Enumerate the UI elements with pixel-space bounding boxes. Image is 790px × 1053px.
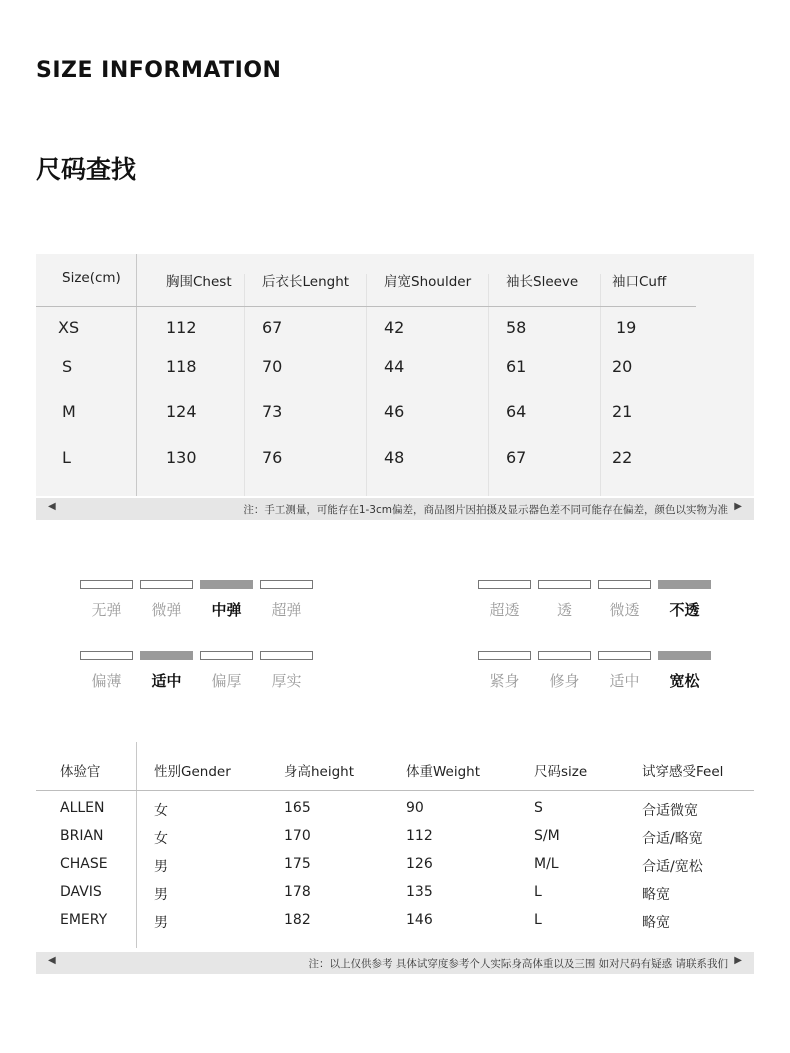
table-cell: 略宽 xyxy=(642,887,670,903)
transparency-label: 不透 xyxy=(669,601,700,619)
table-cell: 20 xyxy=(612,357,633,376)
column-header: 胸围Chest xyxy=(166,274,232,290)
fit-bar xyxy=(598,651,651,660)
column-header: 体验官 xyxy=(60,764,101,780)
table-cell: L xyxy=(534,912,542,928)
table-cell: XS xyxy=(58,318,80,337)
table-cell: L xyxy=(62,448,71,467)
table-cell: 男 xyxy=(154,887,168,903)
table-cell: 170 xyxy=(284,828,311,844)
table-cell: 合适微宽 xyxy=(642,803,698,819)
size-table xyxy=(36,254,754,496)
thickness-bar xyxy=(140,651,193,660)
thickness-bar xyxy=(80,651,133,660)
table-cell: 165 xyxy=(284,800,311,816)
transparency-bar xyxy=(538,580,591,589)
table-cell: 73 xyxy=(262,402,283,421)
table-cell: 22 xyxy=(612,448,633,467)
size-table-scrollbar[interactable] xyxy=(36,498,754,520)
elasticity-bar xyxy=(200,580,253,589)
transparency-label: 微透 xyxy=(609,601,640,619)
table-cell: 175 xyxy=(284,856,311,872)
elasticity-label: 无弹 xyxy=(91,601,122,619)
table-cell: 58 xyxy=(506,318,527,337)
thickness-label: 偏厚 xyxy=(211,672,242,690)
table-cell: 146 xyxy=(406,912,433,928)
table-cell: 男 xyxy=(154,859,168,875)
fit-bar xyxy=(478,651,531,660)
table-cell: 女 xyxy=(154,803,168,819)
table-cell: 67 xyxy=(506,448,527,467)
scroll-right-icon[interactable]: ▶ xyxy=(734,501,742,512)
table-cell: 126 xyxy=(406,856,433,872)
scroll-right-icon[interactable]: ▶ xyxy=(734,955,742,966)
table-cell: 合适/宽松 xyxy=(642,859,703,875)
fit-label: 修身 xyxy=(549,672,580,690)
transparency-bar xyxy=(478,580,531,589)
thickness-label: 偏薄 xyxy=(91,672,122,690)
table-cell: 19 xyxy=(616,318,637,337)
elasticity-label: 微弹 xyxy=(151,601,182,619)
transparency-label: 超透 xyxy=(489,601,520,619)
column-header: 身高height xyxy=(284,764,355,780)
table-cell: 90 xyxy=(406,800,424,816)
elasticity-bar xyxy=(140,580,193,589)
table-cell: 21 xyxy=(612,402,633,421)
table-cell: 女 xyxy=(154,831,168,847)
scroll-left-icon[interactable]: ◀ xyxy=(48,501,56,512)
elasticity-label: 超弹 xyxy=(271,601,302,619)
transparency-bar xyxy=(658,580,711,589)
fit-label: 紧身 xyxy=(489,672,520,690)
elasticity-label: 中弹 xyxy=(211,601,242,619)
page-title-cn: 尺码查找 xyxy=(36,155,137,184)
column-header: Size(cm) xyxy=(62,270,121,286)
thickness-label: 适中 xyxy=(151,672,182,690)
column-header: 体重Weight xyxy=(406,764,481,780)
thickness-label: 厚实 xyxy=(271,672,302,690)
table-cell: L xyxy=(534,884,542,900)
column-header: 后衣长Lenght xyxy=(262,274,350,290)
table-cell: 112 xyxy=(166,318,197,337)
elasticity-bar xyxy=(80,580,133,589)
table-cell: S/M xyxy=(534,828,560,844)
table-cell: 61 xyxy=(506,357,527,376)
column-header: 性别Gender xyxy=(154,764,231,780)
table-cell: 48 xyxy=(384,448,405,467)
table-cell: 46 xyxy=(384,402,405,421)
column-header: 袖长Sleeve xyxy=(506,274,579,290)
table-cell: S xyxy=(62,357,73,376)
table-cell: 135 xyxy=(406,884,433,900)
fit-label: 宽松 xyxy=(669,672,700,690)
table-cell: 112 xyxy=(406,828,433,844)
table-cell: 182 xyxy=(284,912,311,928)
column-header: 试穿感受Feel xyxy=(642,764,724,780)
scroll-left-icon[interactable]: ◀ xyxy=(48,955,56,966)
table-cell: 男 xyxy=(154,915,168,931)
tester-note: 注：以上仅供参考 具体试穿度参考个人实际身高体重以及三围 如对尺码有疑惑 请联系我们 xyxy=(308,958,728,970)
column-header: 袖口Cuff xyxy=(612,274,667,290)
table-cell: 略宽 xyxy=(642,915,670,931)
elasticity-bar xyxy=(260,580,313,589)
table-cell: 178 xyxy=(284,884,311,900)
tester-table xyxy=(36,742,754,948)
table-cell: M xyxy=(62,402,76,421)
table-cell: 76 xyxy=(262,448,283,467)
table-cell: 67 xyxy=(262,318,283,337)
table-cell: 44 xyxy=(384,357,405,376)
table-cell: 118 xyxy=(166,357,197,376)
size-note: 注：手工测量，可能存在1-3cm偏差，商品图片因拍摄及显示器色差不同可能存在偏差，颜色以实物为准 xyxy=(243,504,728,516)
page-title-en: SIZE INFORMATION xyxy=(36,58,282,83)
fit-bar xyxy=(538,651,591,660)
fit-bar xyxy=(658,651,711,660)
table-cell: 124 xyxy=(166,402,197,421)
thickness-bar xyxy=(260,651,313,660)
table-cell: 130 xyxy=(166,448,197,467)
tester-table-scrollbar[interactable] xyxy=(36,952,754,974)
table-cell: CHASE xyxy=(60,856,108,872)
thickness-bar xyxy=(200,651,253,660)
transparency-bar xyxy=(598,580,651,589)
table-cell: 64 xyxy=(506,402,527,421)
table-cell: DAVIS xyxy=(60,884,102,900)
table-cell: 42 xyxy=(384,318,405,337)
table-cell: BRIAN xyxy=(60,828,104,844)
fit-label: 适中 xyxy=(609,672,640,690)
column-header: 尺码size xyxy=(534,764,588,780)
transparency-label: 透 xyxy=(556,601,572,619)
table-cell: M/L xyxy=(534,856,559,872)
table-cell: 合适/略宽 xyxy=(642,831,703,847)
table-cell: 70 xyxy=(262,357,283,376)
table-cell: ALLEN xyxy=(60,800,105,816)
column-header: 肩宽Shoulder xyxy=(384,274,472,290)
table-cell: S xyxy=(534,800,543,816)
table-cell: EMERY xyxy=(60,912,108,928)
